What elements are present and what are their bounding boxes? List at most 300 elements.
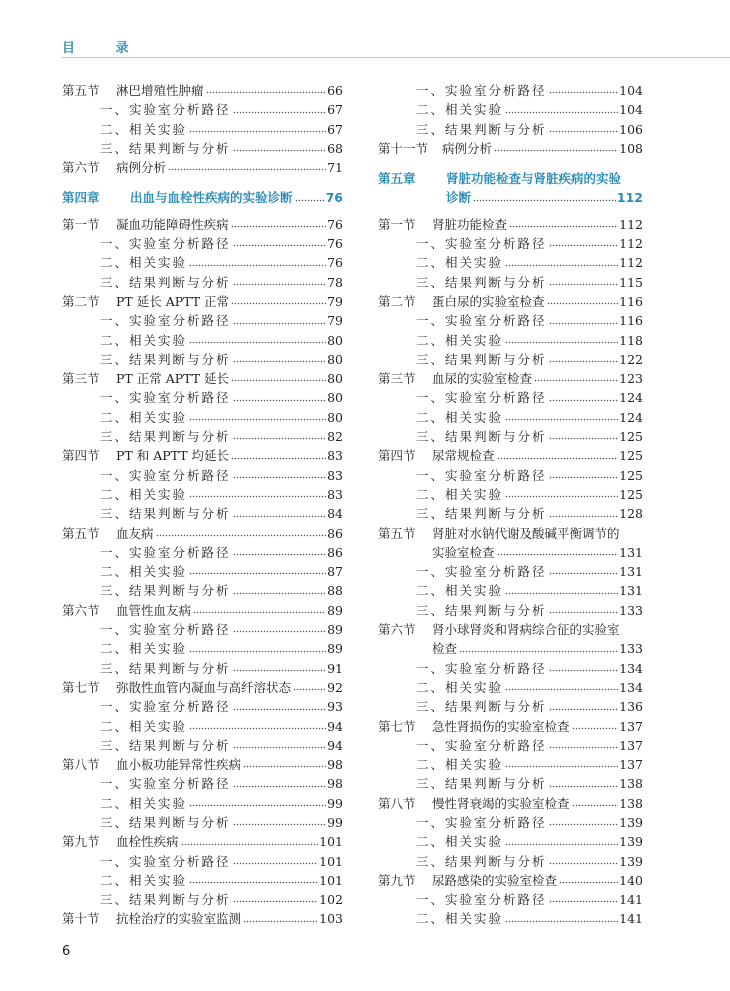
toc-section-entry-continued[interactable] [378, 543, 643, 562]
toc-entry-title: 实验室分析路径 [129, 776, 231, 792]
toc-entry-page: 92 [327, 679, 343, 695]
dot-leader [505, 592, 618, 595]
toc-subsection-entry[interactable] [378, 120, 643, 139]
toc-subsection-entry[interactable] [378, 100, 643, 119]
toc-entry-number: 第二节 [62, 293, 100, 309]
toc-subsection-entry[interactable] [62, 562, 343, 581]
toc-entry-title: 病例分析 [116, 160, 167, 176]
toc-entry-page: 141 [619, 892, 643, 908]
toc-entry-page: 125 [619, 467, 643, 483]
toc-entry-number: 三、 [416, 699, 446, 715]
toc-entry-title: 相关实验 [445, 332, 504, 348]
dot-leader [549, 611, 619, 614]
toc-entry-page: 83 [327, 467, 343, 483]
toc-entry-number: 一、 [100, 313, 130, 329]
toc-subsection-entry[interactable] [62, 871, 343, 890]
toc-subsection-entry[interactable] [62, 234, 343, 253]
toc-entry-title: 相关实验 [129, 795, 188, 811]
dot-leader [231, 457, 326, 460]
toc-entry-title: 结果判断与分析 [445, 121, 547, 137]
toc-entry-title: 相关实验 [445, 757, 504, 773]
toc-entry-page: 89 [327, 602, 343, 618]
toc-entry-number: 二、 [100, 409, 130, 425]
dot-leader [156, 534, 327, 537]
toc-entry-number: 三、 [416, 351, 446, 367]
toc-section-entry[interactable] [62, 524, 343, 543]
toc-section-entry[interactable] [62, 755, 343, 774]
toc-entry-page: 134 [619, 679, 643, 695]
toc-entry-number: 二、 [416, 486, 446, 502]
toc-entry-page: 94 [327, 718, 343, 734]
dot-leader [233, 669, 327, 672]
toc-subsection-entry[interactable] [378, 311, 643, 330]
toc-entry-page: 101 [319, 853, 343, 869]
dot-leader [206, 91, 327, 94]
toc-entry-title: 相关实验 [129, 332, 188, 348]
toc-section-entry[interactable] [378, 871, 643, 890]
toc-subsection-entry[interactable] [62, 639, 343, 658]
toc-entry-number: 三、 [100, 583, 130, 599]
toc-entry-page: 84 [327, 506, 343, 522]
toc-subsection-entry[interactable] [62, 485, 343, 504]
toc-entry-number: 三、 [100, 274, 130, 290]
toc-subsection-entry[interactable] [62, 620, 343, 639]
toc-entry-title: 实验室分析路径 [129, 236, 231, 252]
dot-leader [233, 437, 327, 440]
toc-entry-number: 第八节 [62, 757, 100, 773]
dot-leader [459, 650, 618, 653]
dot-leader [189, 418, 326, 421]
toc-entry-number: 二、 [416, 332, 446, 348]
toc-entry-page: 68 [327, 140, 343, 156]
toc-subsection-entry[interactable] [62, 100, 343, 119]
dot-leader [505, 765, 618, 768]
toc-section-entry[interactable] [62, 601, 343, 620]
toc-entry-title: 血友病 [116, 525, 154, 541]
toc-entry-page: 122 [619, 351, 643, 367]
toc-entry-number: 三、 [416, 853, 446, 869]
dot-leader [233, 823, 327, 826]
dot-leader [233, 746, 327, 749]
toc-subsection-entry[interactable] [378, 659, 643, 678]
dot-leader [494, 149, 618, 152]
toc-subsection-entry[interactable] [378, 774, 643, 793]
toc-entry-page: 98 [327, 776, 343, 792]
dot-leader [231, 225, 327, 228]
toc-entry-number: 三、 [416, 776, 446, 792]
toc-entry-title: 肾脏功能检查 [432, 216, 508, 232]
dot-leader [295, 199, 325, 202]
toc-subsection-entry[interactable] [378, 466, 643, 485]
toc-entry-number: 一、 [416, 814, 446, 830]
toc-entry-page: 79 [327, 293, 343, 309]
toc-subsection-entry[interactable] [378, 253, 643, 272]
toc-entry-page: 71 [327, 160, 343, 176]
toc-entry-page: 89 [327, 641, 343, 657]
toc-entry-number: 一、 [100, 236, 130, 252]
toc-subsection-entry[interactable] [62, 543, 343, 562]
toc-entry-title: 蛋白尿的实验室检查 [432, 293, 545, 309]
toc-entry-page: 136 [619, 699, 643, 715]
toc-entry-title: 实验室分析路径 [129, 102, 231, 118]
toc-entry-number: 二、 [416, 102, 446, 118]
toc-section-entry[interactable] [378, 717, 643, 736]
toc-subsection-entry[interactable] [62, 331, 343, 350]
toc-entry-title-continued: 检查 [432, 641, 458, 657]
toc-entry-title: 尿路感染的实验室检查 [432, 872, 558, 888]
toc-subsection-entry[interactable] [378, 388, 643, 407]
toc-entry-page: 125 [619, 448, 643, 464]
toc-entry-title: 结果判断与分析 [129, 351, 231, 367]
toc-entry-page: 66 [327, 83, 343, 98]
toc-subsection-entry[interactable] [62, 852, 343, 871]
toc-entry-page: 67 [327, 102, 343, 118]
toc-section-entry[interactable] [62, 158, 343, 177]
toc-entry-number: 三、 [416, 274, 446, 290]
toc-entry-page: 112 [619, 216, 643, 232]
toc-section-entry[interactable] [62, 81, 343, 100]
toc-entry-number: 三、 [100, 737, 130, 753]
toc-section-entry[interactable] [378, 369, 643, 388]
toc-entry-page: 79 [327, 313, 343, 329]
toc-entry-number: 二、 [416, 757, 446, 773]
toc-entry-number: 二、 [416, 911, 446, 927]
toc-section-entry[interactable] [378, 620, 643, 639]
dot-leader [547, 302, 619, 305]
toc-section-entry[interactable] [62, 215, 343, 234]
toc-entry-number: 一、 [100, 699, 130, 715]
toc-entry-title: 尿常规检查 [432, 448, 495, 464]
toc-entry-title: 结果判断与分析 [129, 583, 231, 599]
dot-leader [505, 418, 618, 421]
toc-section-entry[interactable] [378, 215, 643, 234]
toc-entry-page: 115 [619, 274, 643, 290]
toc-entry-page: 86 [327, 544, 343, 560]
toc-entry-number: 第六节 [62, 602, 100, 618]
toc-entry-number: 三、 [100, 506, 130, 522]
toc-entry-number: 第三节 [62, 371, 100, 387]
toc-subsection-entry[interactable] [378, 601, 643, 620]
dot-leader [549, 399, 619, 402]
toc-entry-title: 肾小球肾炎和肾病综合征的实验室 [432, 622, 620, 638]
dot-leader [549, 360, 619, 363]
toc-entry-page: 137 [619, 757, 643, 773]
toc-subsection-entry[interactable] [62, 697, 343, 716]
toc-entry-page: 128 [619, 506, 643, 522]
toc-entry-title: 血栓性疾病 [116, 834, 179, 850]
toc-subsection-entry[interactable] [62, 139, 343, 158]
toc-entry-title: 实验室分析路径 [445, 660, 547, 676]
toc-entry-title: 结果判断与分析 [129, 140, 231, 156]
toc-entry-page: 78 [327, 274, 343, 290]
toc-entry-title: 凝血功能障碍性疾病 [116, 216, 229, 232]
toc-subsection-entry[interactable] [378, 909, 643, 928]
toc-entry-page: 112 [619, 236, 643, 252]
toc-entry-title: 相关实验 [129, 409, 188, 425]
toc-entry-page: 131 [619, 564, 643, 580]
toc-subsection-entry[interactable] [378, 562, 643, 581]
toc-section-entry[interactable] [62, 292, 343, 311]
toc-section-entry[interactable] [62, 446, 343, 465]
dot-leader [233, 322, 327, 325]
dot-leader [189, 727, 326, 730]
toc-subsection-entry[interactable] [378, 408, 643, 427]
dot-leader [231, 379, 326, 382]
toc-subsection-entry[interactable] [62, 774, 343, 793]
dot-leader [505, 264, 618, 267]
toc-subsection-entry[interactable] [62, 736, 343, 755]
dot-leader [549, 91, 619, 94]
toc-subsection-entry[interactable] [378, 504, 643, 523]
toc-entry-page: 133 [619, 602, 643, 618]
toc-entry-title: 结果判断与分析 [129, 737, 231, 753]
dot-leader [189, 341, 326, 344]
toc-entry-number: 一、 [100, 622, 130, 638]
toc-entry-title: 结果判断与分析 [445, 853, 547, 869]
toc-entry-page: 137 [619, 737, 643, 753]
dot-leader [549, 900, 619, 903]
toc-column-left [62, 81, 343, 929]
toc-subsection-entry[interactable] [378, 485, 643, 504]
toc-section-entry-continued[interactable] [378, 639, 643, 658]
dot-leader [243, 765, 326, 768]
toc-entry-title: 相关实验 [445, 486, 504, 502]
toc-subsection-entry[interactable] [378, 736, 643, 755]
toc-entry-title: 结果判断与分析 [445, 776, 547, 792]
toc-chapter-entry[interactable] [378, 169, 643, 188]
toc-subsection-entry[interactable] [378, 832, 643, 851]
toc-entry-number: 三、 [416, 429, 446, 445]
toc-entry-number: 二、 [416, 255, 446, 271]
toc-entry-title: 相关实验 [129, 641, 188, 657]
dot-leader [549, 476, 619, 479]
dot-leader [233, 244, 327, 247]
dot-leader [572, 804, 619, 807]
toc-subsection-entry[interactable] [62, 273, 343, 292]
toc-section-entry[interactable] [62, 832, 343, 851]
dot-leader [189, 650, 326, 653]
toc-entry-title: 出血与血栓性疾病的实验诊断 [130, 190, 293, 206]
toc-entry-page: 80 [327, 332, 343, 348]
toc-subsection-entry[interactable] [378, 678, 643, 697]
page-number: 6 [62, 944, 71, 959]
dot-leader [233, 515, 327, 518]
toc-subsection-entry[interactable] [62, 120, 343, 139]
toc-subsection-entry[interactable] [378, 81, 643, 100]
toc-entry-page: 83 [327, 448, 343, 464]
dot-leader [233, 708, 327, 711]
toc-entry-title: 肾脏对水钠代谢及酸碱平衡调节的 [432, 525, 620, 541]
toc-subsection-entry[interactable] [378, 350, 643, 369]
dot-leader [233, 149, 327, 152]
dot-leader [505, 341, 618, 344]
toc-section-entry[interactable] [378, 794, 643, 813]
toc-entry-title: 结果判断与分析 [445, 274, 547, 290]
toc-entry-number: 三、 [416, 506, 446, 522]
toc-entry-page: 123 [619, 371, 643, 387]
toc-entry-page: 98 [327, 757, 343, 773]
toc-entry-title: 相关实验 [445, 834, 504, 850]
toc-entry-number: 第四章 [62, 190, 100, 206]
toc-section-entry[interactable] [378, 292, 643, 311]
toc-entry-title: 相关实验 [129, 486, 188, 502]
toc-entry-title: PT 延长 APTT 正常 [116, 293, 230, 309]
running-header: 目 录 [62, 41, 147, 56]
toc-entry-page: 87 [327, 564, 343, 580]
toc-entry-page: 101 [319, 834, 343, 850]
toc-section-entry[interactable] [378, 446, 643, 465]
toc-subsection-entry[interactable] [378, 427, 643, 446]
dot-leader [509, 225, 618, 228]
toc-entry-title: 结果判断与分析 [445, 699, 547, 715]
dot-leader [549, 244, 619, 247]
toc-subsection-entry[interactable] [62, 388, 343, 407]
dot-leader [233, 553, 327, 556]
dot-leader [189, 495, 326, 498]
toc-entry-page: 103 [319, 911, 343, 927]
toc-section-entry[interactable] [62, 678, 343, 697]
toc-subsection-entry[interactable] [378, 234, 643, 253]
toc-entry-title: 实验室分析路径 [445, 814, 547, 830]
toc-subsection-entry[interactable] [62, 427, 343, 446]
toc-entry-title: 结果判断与分析 [129, 429, 231, 445]
toc-entry-number: 一、 [416, 892, 446, 908]
toc-entry-title: 急性肾损伤的实验室检查 [432, 718, 570, 734]
toc-entry-title: 实验室分析路径 [445, 737, 547, 753]
toc-entry-page: 93 [327, 699, 343, 715]
toc-subsection-entry[interactable] [62, 311, 343, 330]
toc-subsection-entry[interactable] [378, 331, 643, 350]
toc-subsection-entry[interactable] [62, 253, 343, 272]
toc-entry-number: 一、 [416, 467, 446, 483]
toc-subsection-entry[interactable] [62, 659, 343, 678]
header-rule [62, 57, 730, 58]
dot-leader [189, 572, 326, 575]
toc-entry-number: 二、 [416, 583, 446, 599]
toc-entry-title: 相关实验 [445, 102, 504, 118]
toc-entry-page: 116 [619, 293, 643, 309]
toc-subsection-entry[interactable] [62, 466, 343, 485]
toc-entry-title: 慢性肾衰竭的实验室检查 [432, 795, 570, 811]
toc-entry-title: 结果判断与分析 [445, 506, 547, 522]
toc-subsection-entry[interactable] [62, 504, 343, 523]
toc-entry-page: 80 [327, 390, 343, 406]
toc-entry-title: PT 和 APTT 均延长 [116, 448, 230, 464]
dot-leader [505, 688, 618, 691]
toc-entry-number: 一、 [100, 853, 130, 869]
toc-entry-number: 一、 [100, 544, 130, 560]
toc-subsection-entry[interactable] [62, 794, 343, 813]
toc-entry-page: 67 [327, 121, 343, 137]
toc-entry-number: 三、 [100, 814, 130, 830]
toc-entry-number: 二、 [100, 255, 130, 271]
toc-entry-page: 137 [619, 718, 643, 734]
toc-entry-number: 第八节 [378, 795, 416, 811]
toc-subsection-entry[interactable] [62, 890, 343, 909]
toc-entry-number: 一、 [100, 776, 130, 792]
toc-subsection-entry[interactable] [62, 408, 343, 427]
dot-leader [189, 881, 318, 884]
dot-leader [549, 515, 619, 518]
toc-section-entry[interactable] [378, 139, 643, 158]
toc-entry-number: 第五章 [378, 171, 416, 187]
toc-subsection-entry[interactable] [378, 852, 643, 871]
dot-leader [549, 322, 619, 325]
dot-leader [233, 900, 319, 903]
toc-entry-title: 相关实验 [129, 564, 188, 580]
toc-subsection-entry[interactable] [378, 581, 643, 600]
toc-entry-title: 实验室分析路径 [445, 236, 547, 252]
toc-subsection-entry[interactable] [62, 717, 343, 736]
toc-entry-page: 124 [619, 409, 643, 425]
toc-subsection-entry[interactable] [378, 697, 643, 716]
toc-entry-title: 相关实验 [129, 255, 188, 271]
toc-entry-number: 第九节 [378, 872, 416, 888]
toc-chapter-entry-continued[interactable] [378, 188, 643, 207]
dot-leader [549, 823, 619, 826]
toc-subsection-entry[interactable] [378, 813, 643, 832]
toc-entry-number: 三、 [416, 602, 446, 618]
toc-entry-page: 80 [327, 371, 343, 387]
toc-chapter-entry[interactable] [62, 188, 343, 207]
toc-entry-page: 89 [327, 622, 343, 638]
dot-leader [189, 804, 326, 807]
toc-entry-title: 结果判断与分析 [445, 602, 547, 618]
toc-entry-page: 141 [619, 911, 643, 927]
toc-entry-number: 第七节 [62, 679, 100, 695]
toc-section-entry[interactable] [62, 909, 343, 928]
toc-entry-page: 125 [619, 486, 643, 502]
dot-leader [572, 727, 619, 730]
dot-leader [233, 476, 327, 479]
toc-entry-page: 140 [619, 872, 643, 888]
toc-entry-title: 实验室分析路径 [445, 83, 547, 98]
toc-section-entry[interactable] [62, 369, 343, 388]
toc-entry-title: 病例分析 [442, 140, 493, 156]
toc-subsection-entry[interactable] [62, 350, 343, 369]
dot-leader [549, 862, 619, 865]
toc-entry-title: 实验室分析路径 [445, 467, 547, 483]
toc-entry-title: 实验室分析路径 [129, 699, 231, 715]
toc-entry-page: 131 [619, 583, 643, 599]
toc-entry-number: 二、 [100, 121, 130, 137]
toc-entry-number: 二、 [100, 795, 130, 811]
toc-entry-number: 一、 [100, 467, 130, 483]
toc-entry-title: 相关实验 [129, 872, 188, 888]
toc-entry-page: 76 [327, 255, 343, 271]
toc-entry-page: 124 [619, 390, 643, 406]
dot-leader [473, 199, 616, 202]
toc-subsection-entry[interactable] [62, 813, 343, 832]
toc-entry-page: 102 [319, 892, 343, 908]
dot-leader [549, 130, 619, 133]
toc-column-right [378, 81, 643, 929]
dot-leader [505, 111, 618, 114]
dot-leader [534, 379, 618, 382]
toc-entry-page: 83 [327, 486, 343, 502]
toc-entry-page: 131 [619, 544, 643, 560]
toc-section-entry[interactable] [378, 524, 643, 543]
toc-entry-number: 第六节 [378, 622, 416, 638]
toc-subsection-entry[interactable] [378, 273, 643, 292]
toc-entry-number: 三、 [100, 351, 130, 367]
toc-entry-number: 二、 [100, 718, 130, 734]
toc-subsection-entry[interactable] [62, 581, 343, 600]
toc-subsection-entry[interactable] [378, 890, 643, 909]
toc-entry-page: 80 [327, 351, 343, 367]
toc-entry-title: 实验室分析路径 [129, 622, 231, 638]
toc-subsection-entry[interactable] [378, 755, 643, 774]
